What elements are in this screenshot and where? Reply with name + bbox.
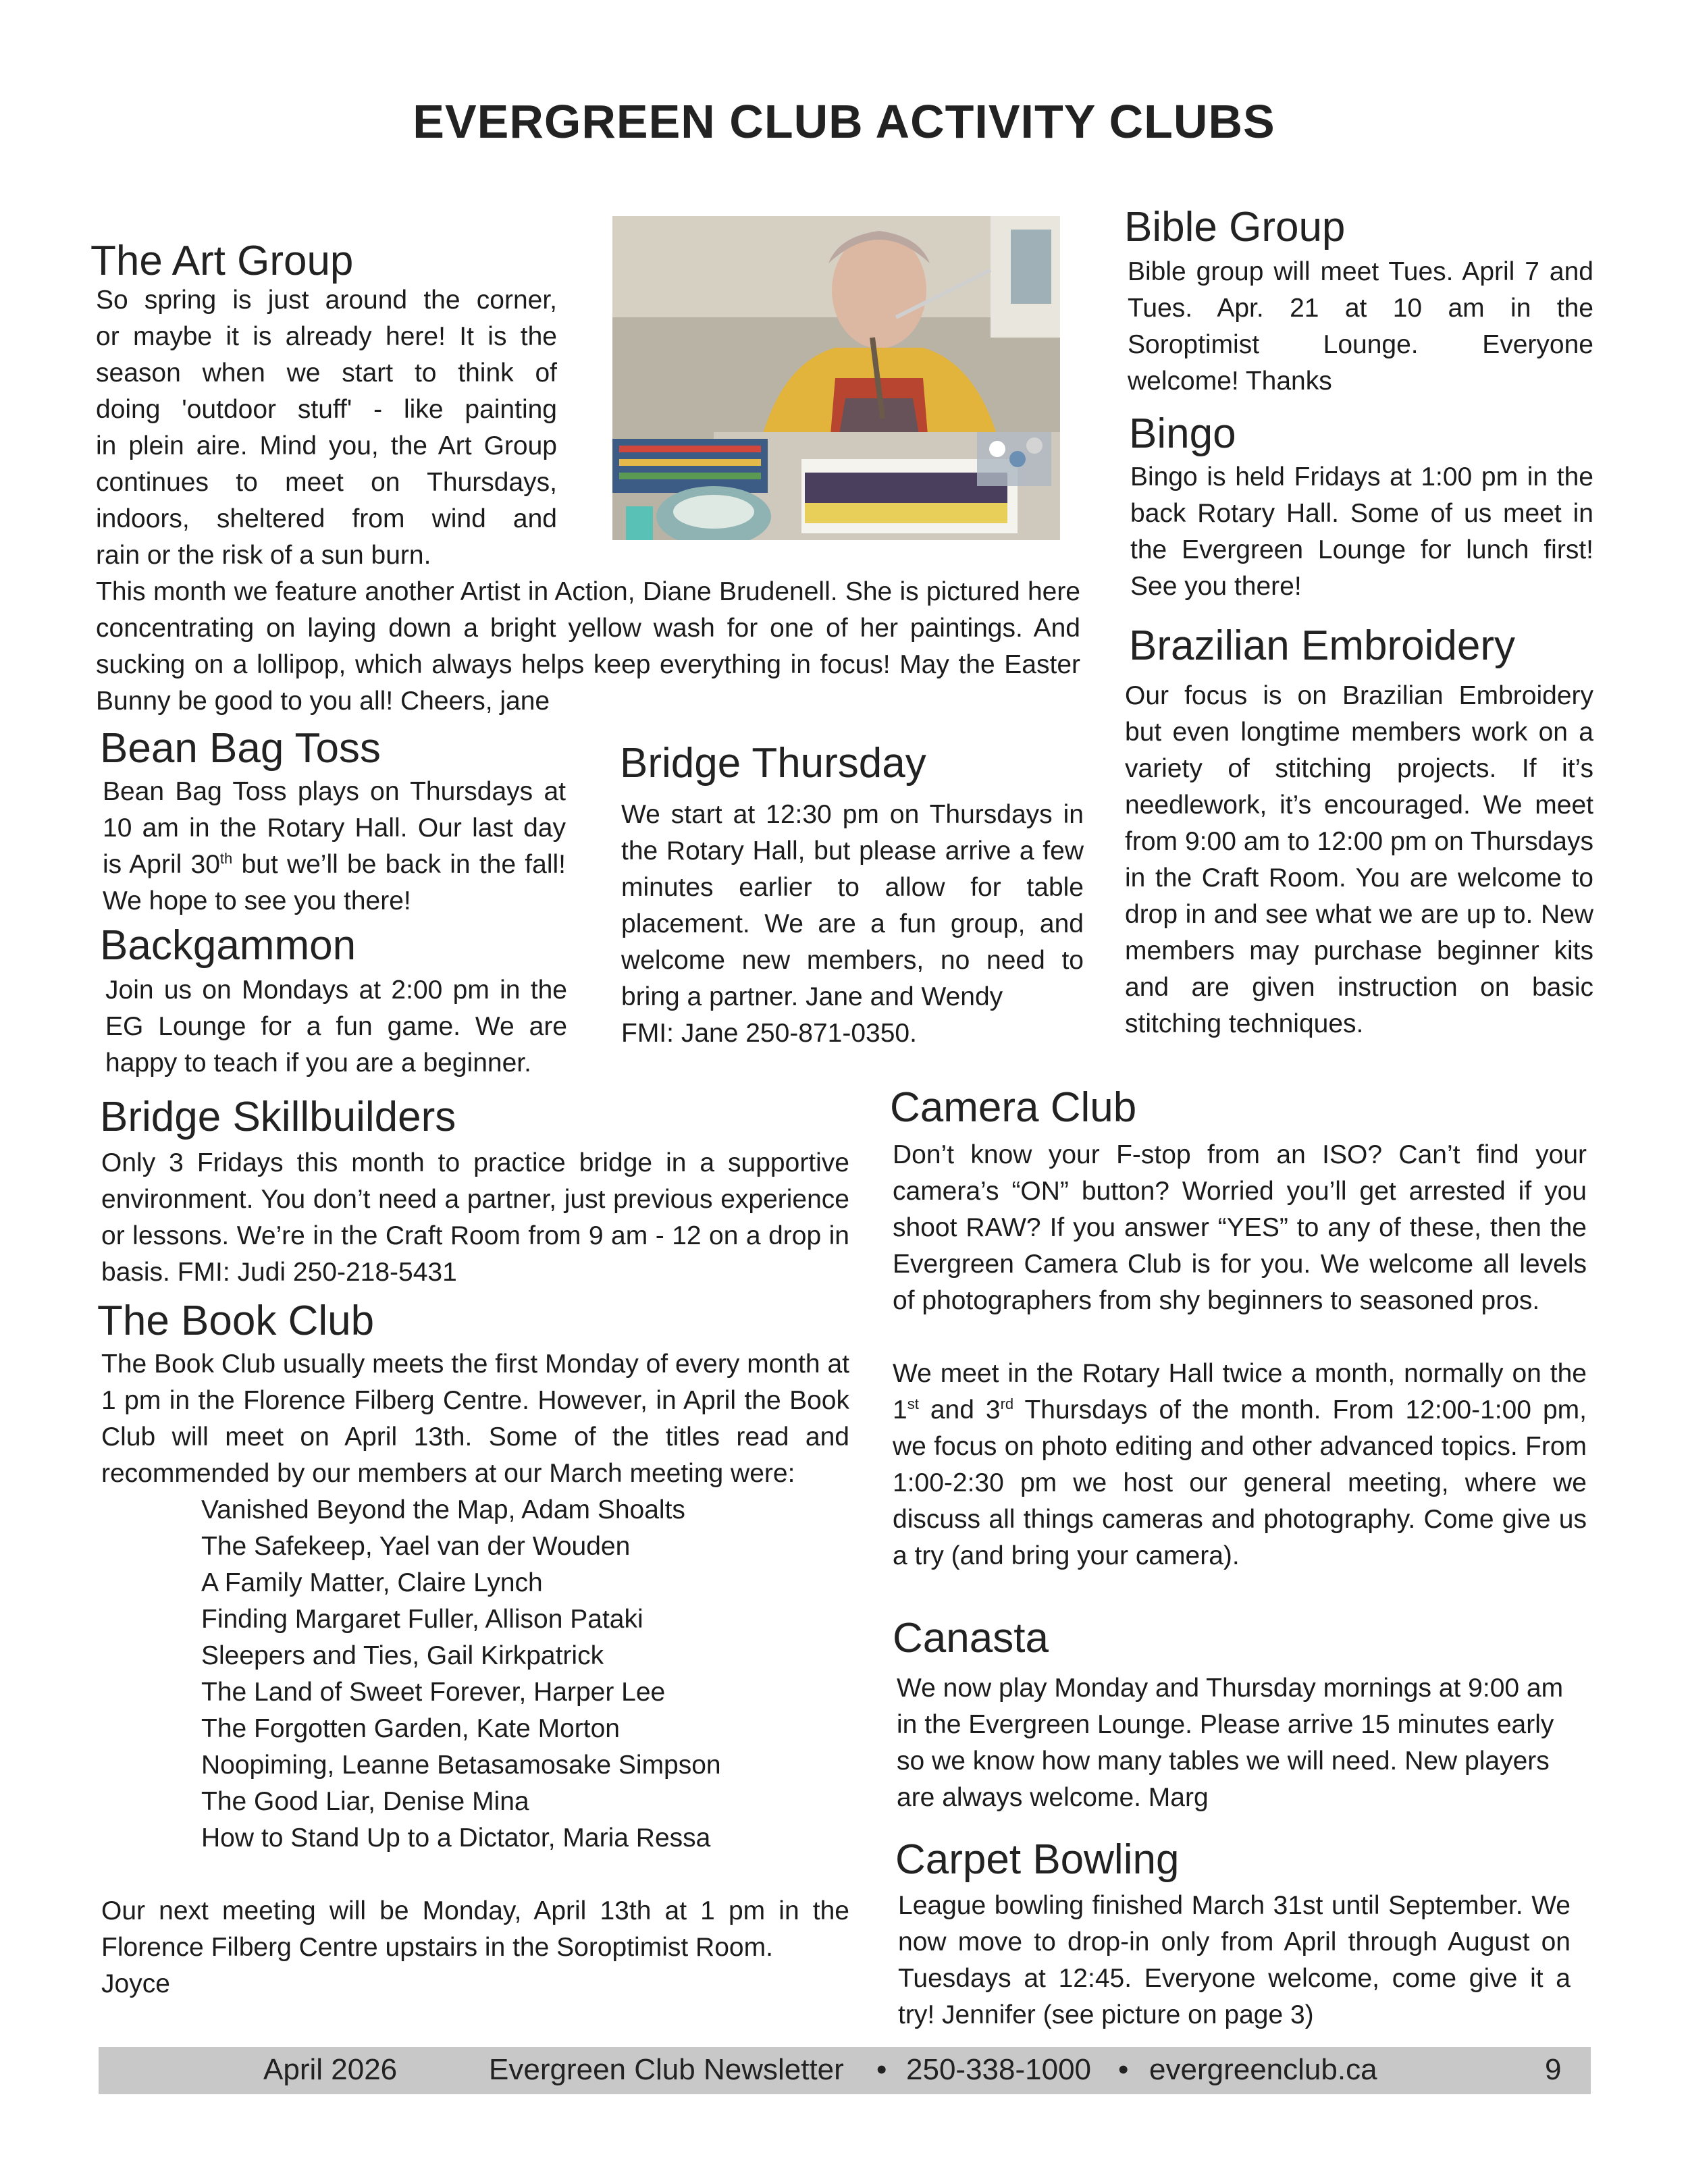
bridge-thursday-title: Bridge Thursday <box>620 740 926 787</box>
backgammon-title: Backgammon <box>100 922 357 969</box>
brazilian-embroidery-text: Our focus is on Brazilian Embroidery but even longtime members work on a variety of stitching projects. If it’s needlework, it’s encouraged. We meet from 9:00 am to 12:00 pm on Thursdays in the Craft Room. You are welcome to drop in and see what we are up to. New members may purchase beginner kits and are given instruction on basic stitching techniques. <box>1125 681 1593 1038</box>
bridge-skillbuilders-text: Only 3 Fridays this month to practice bridge in a supportive environment. You don’t need a partner, just previous experience or lessons. We’re in the Craft Room from 9 am - 12 on a drop in basis. FMI: Judi 250-218-5431 <box>101 1148 849 1287</box>
bean-bag-toss-text-a: Bean Bag Toss plays on Thursdays at 10 am in the Rotary Hall. Our last day is April 30 <box>103 777 566 879</box>
art-group-line: rain or the risk of a sun burn. <box>96 541 431 570</box>
art-group-line: indoors, sheltered from wind and <box>96 504 557 533</box>
camera-club-para2 <box>893 1356 1587 1574</box>
art-group-line: So spring is just around the corner, <box>96 286 557 315</box>
art-group-line: in plein aire. Mind you, the Art Group <box>96 431 557 460</box>
carpet-bowling-text: League bowling finished March 31st until September. We now move to drop-in only from April through August on Tuesdays at 12:45. Everyone welcome, come give it a try! Jennifer (see picture on page 3) <box>898 1891 1571 2029</box>
bridge-thursday-contact: FMI: Jane 250-871-0350. <box>621 1019 917 1048</box>
camera-club-sup-rd: rd <box>1000 1395 1014 1412</box>
camera-club-para2-b: and 3 <box>918 1395 1001 1424</box>
footer-bullet: • <box>876 2053 887 2086</box>
book-list-item: The Safekeep, Yael van der Wouden <box>201 1532 631 1561</box>
camera-club-para2-c: Thursdays of the month. From 12:00-1:00 pm, we focus on photo editing and other advanced topics. From 1:00-2:30 pm we host our general meeting, where we discuss all things cameras and photography. Come give us a try (and bring your camera). <box>893 1395 1587 1570</box>
bean-bag-toss-text <box>103 774 566 920</box>
art-group-line: continues to meet on Thursdays, <box>96 468 557 497</box>
bingo-text: Bingo is held Fridays at 1:00 pm in the back Rotary Hall. Some of us meet in the Evergreen Lounge for lunch first! See you there! <box>1130 462 1593 601</box>
book-club-closing: Our next meeting will be Monday, April 13th at 1 pm in the Florence Filberg Centre upstairs in the Soroptimist Room. <box>101 1896 849 1962</box>
book-list-item: Noopiming, Leanne Betasamosake Simpson <box>201 1751 721 1780</box>
book-list-item: The Forgotten Garden, Kate Morton <box>201 1714 621 1743</box>
backgammon-text: Join us on Mondays at 2:00 pm in the EG Lounge for a fun game. We are happy to teach if you are a beginner. <box>105 976 567 1077</box>
bean-bag-toss-title: Bean Bag Toss <box>100 725 381 772</box>
art-group-line: season when we start to think of <box>96 358 557 388</box>
art-group-narrow-text <box>96 282 557 574</box>
book-list-item: How to Stand Up to a Dictator, Maria Ressa <box>201 1823 711 1853</box>
book-club-title: The Book Club <box>97 1298 375 1344</box>
camera-club-sup-st: st <box>907 1395 919 1412</box>
footer-phone: 250-338-1000 <box>906 2053 1092 2086</box>
art-group-title: The Art Group <box>90 238 354 284</box>
footer-date: April 2026 <box>263 2053 398 2086</box>
bridge-thursday-text <box>621 797 1084 1052</box>
page-title: EVERGREEN CLUB ACTIVITY CLUBS <box>413 95 1275 148</box>
footer-page-number: 9 <box>1545 2053 1562 2086</box>
footer-newsletter-name: Evergreen Club Newsletter <box>489 2053 844 2086</box>
bible-group-text: Bible group will meet Tues. April 7 and Tues. Apr. 21 at 10 am in the Soroptimist Lounge. Everyone welcome! Thanks <box>1128 257 1593 396</box>
bingo-title: Bingo <box>1129 410 1236 457</box>
book-list-item: Finding Margaret Fuller, Allison Pataki <box>201 1605 643 1634</box>
bridge-skillbuilders-title: Bridge Skillbuilders <box>100 1094 456 1140</box>
book-list <box>101 1492 849 1857</box>
footer-website: evergreenclub.ca <box>1149 2053 1377 2086</box>
bridge-thursday-body: We start at 12:30 pm on Thursdays in the Rotary Hall, but please arrive a few minutes earlier to allow for table placement. We are a fun group, and welcome new members, no need to bring a partner. Jane and Wendy <box>621 800 1084 1011</box>
bean-bag-toss-text-b: but we’ll be back in the fall! We hope to see you there! <box>103 850 566 915</box>
canasta-text: We now play Monday and Thursday mornings at 9:00 am in the Evergreen Lounge. Please arrive 15 minutes early so we know how many tables we will need. New players are always welcome. Marg <box>897 1674 1564 1812</box>
bean-bag-toss-sup: th <box>219 850 233 867</box>
brazilian-embroidery-title: Brazilian Embroidery <box>1129 622 1515 669</box>
book-list-item: Sleepers and Ties, Gail Kirkpatrick <box>201 1641 604 1670</box>
art-group-line: doing 'outdoor stuff' - like painting <box>96 395 557 424</box>
book-list-item: Vanished Beyond the Map, Adam Shoalts <box>201 1495 685 1524</box>
bible-group-title: Bible Group <box>1124 204 1346 250</box>
book-list-item: The Land of Sweet Forever, Harper Lee <box>201 1678 666 1707</box>
camera-club-text <box>893 1137 1587 1574</box>
camera-club-title: Camera Club <box>890 1084 1137 1131</box>
book-club-intro: The Book Club usually meets the first Monday of every month at 1 pm in the Florence Filberg Centre. However, in April the Book Club will meet on April 13th. Some of the titles read and recommended by our members at our March meeting were: <box>101 1350 849 1488</box>
camera-club-para1: Don’t know your F-stop from an ISO? Can’t find your camera’s “ON” button? Worried you’ll get arrested if you shoot RAW? If you answer “YES” to any of these, then the Evergreen Camera Club is for you. We welcome all levels of photographers from shy beginners to seasoned pros. <box>893 1140 1587 1315</box>
carpet-bowling-title: Carpet Bowling <box>895 1836 1180 1883</box>
art-group-feature-text: This month we feature another Artist in Action, Diane Brudenell. She is pictured here concentrating on laying down a bright yellow wash for one of her paintings. And sucking on a lollipop, which always helps keep everything in focus! May the Easter Bunny be good to you all! Cheers, jane <box>96 577 1080 716</box>
book-club-text <box>101 1346 849 2002</box>
footer-bullet: • <box>1118 2053 1129 2086</box>
camera-club-para2-a: We meet in the Rotary Hall twice a month, normally on the 1 <box>893 1359 1587 1424</box>
book-club-signature: Joyce <box>101 1969 170 1998</box>
canasta-title: Canasta <box>893 1615 1049 1661</box>
book-list-item: A Family Matter, Claire Lynch <box>201 1568 543 1597</box>
footer-bar <box>99 2047 1591 2094</box>
art-group-line: or maybe it is already here! It is the <box>96 322 557 351</box>
artist-photo <box>612 216 1060 540</box>
book-list-item: The Good Liar, Denise Mina <box>201 1787 529 1816</box>
